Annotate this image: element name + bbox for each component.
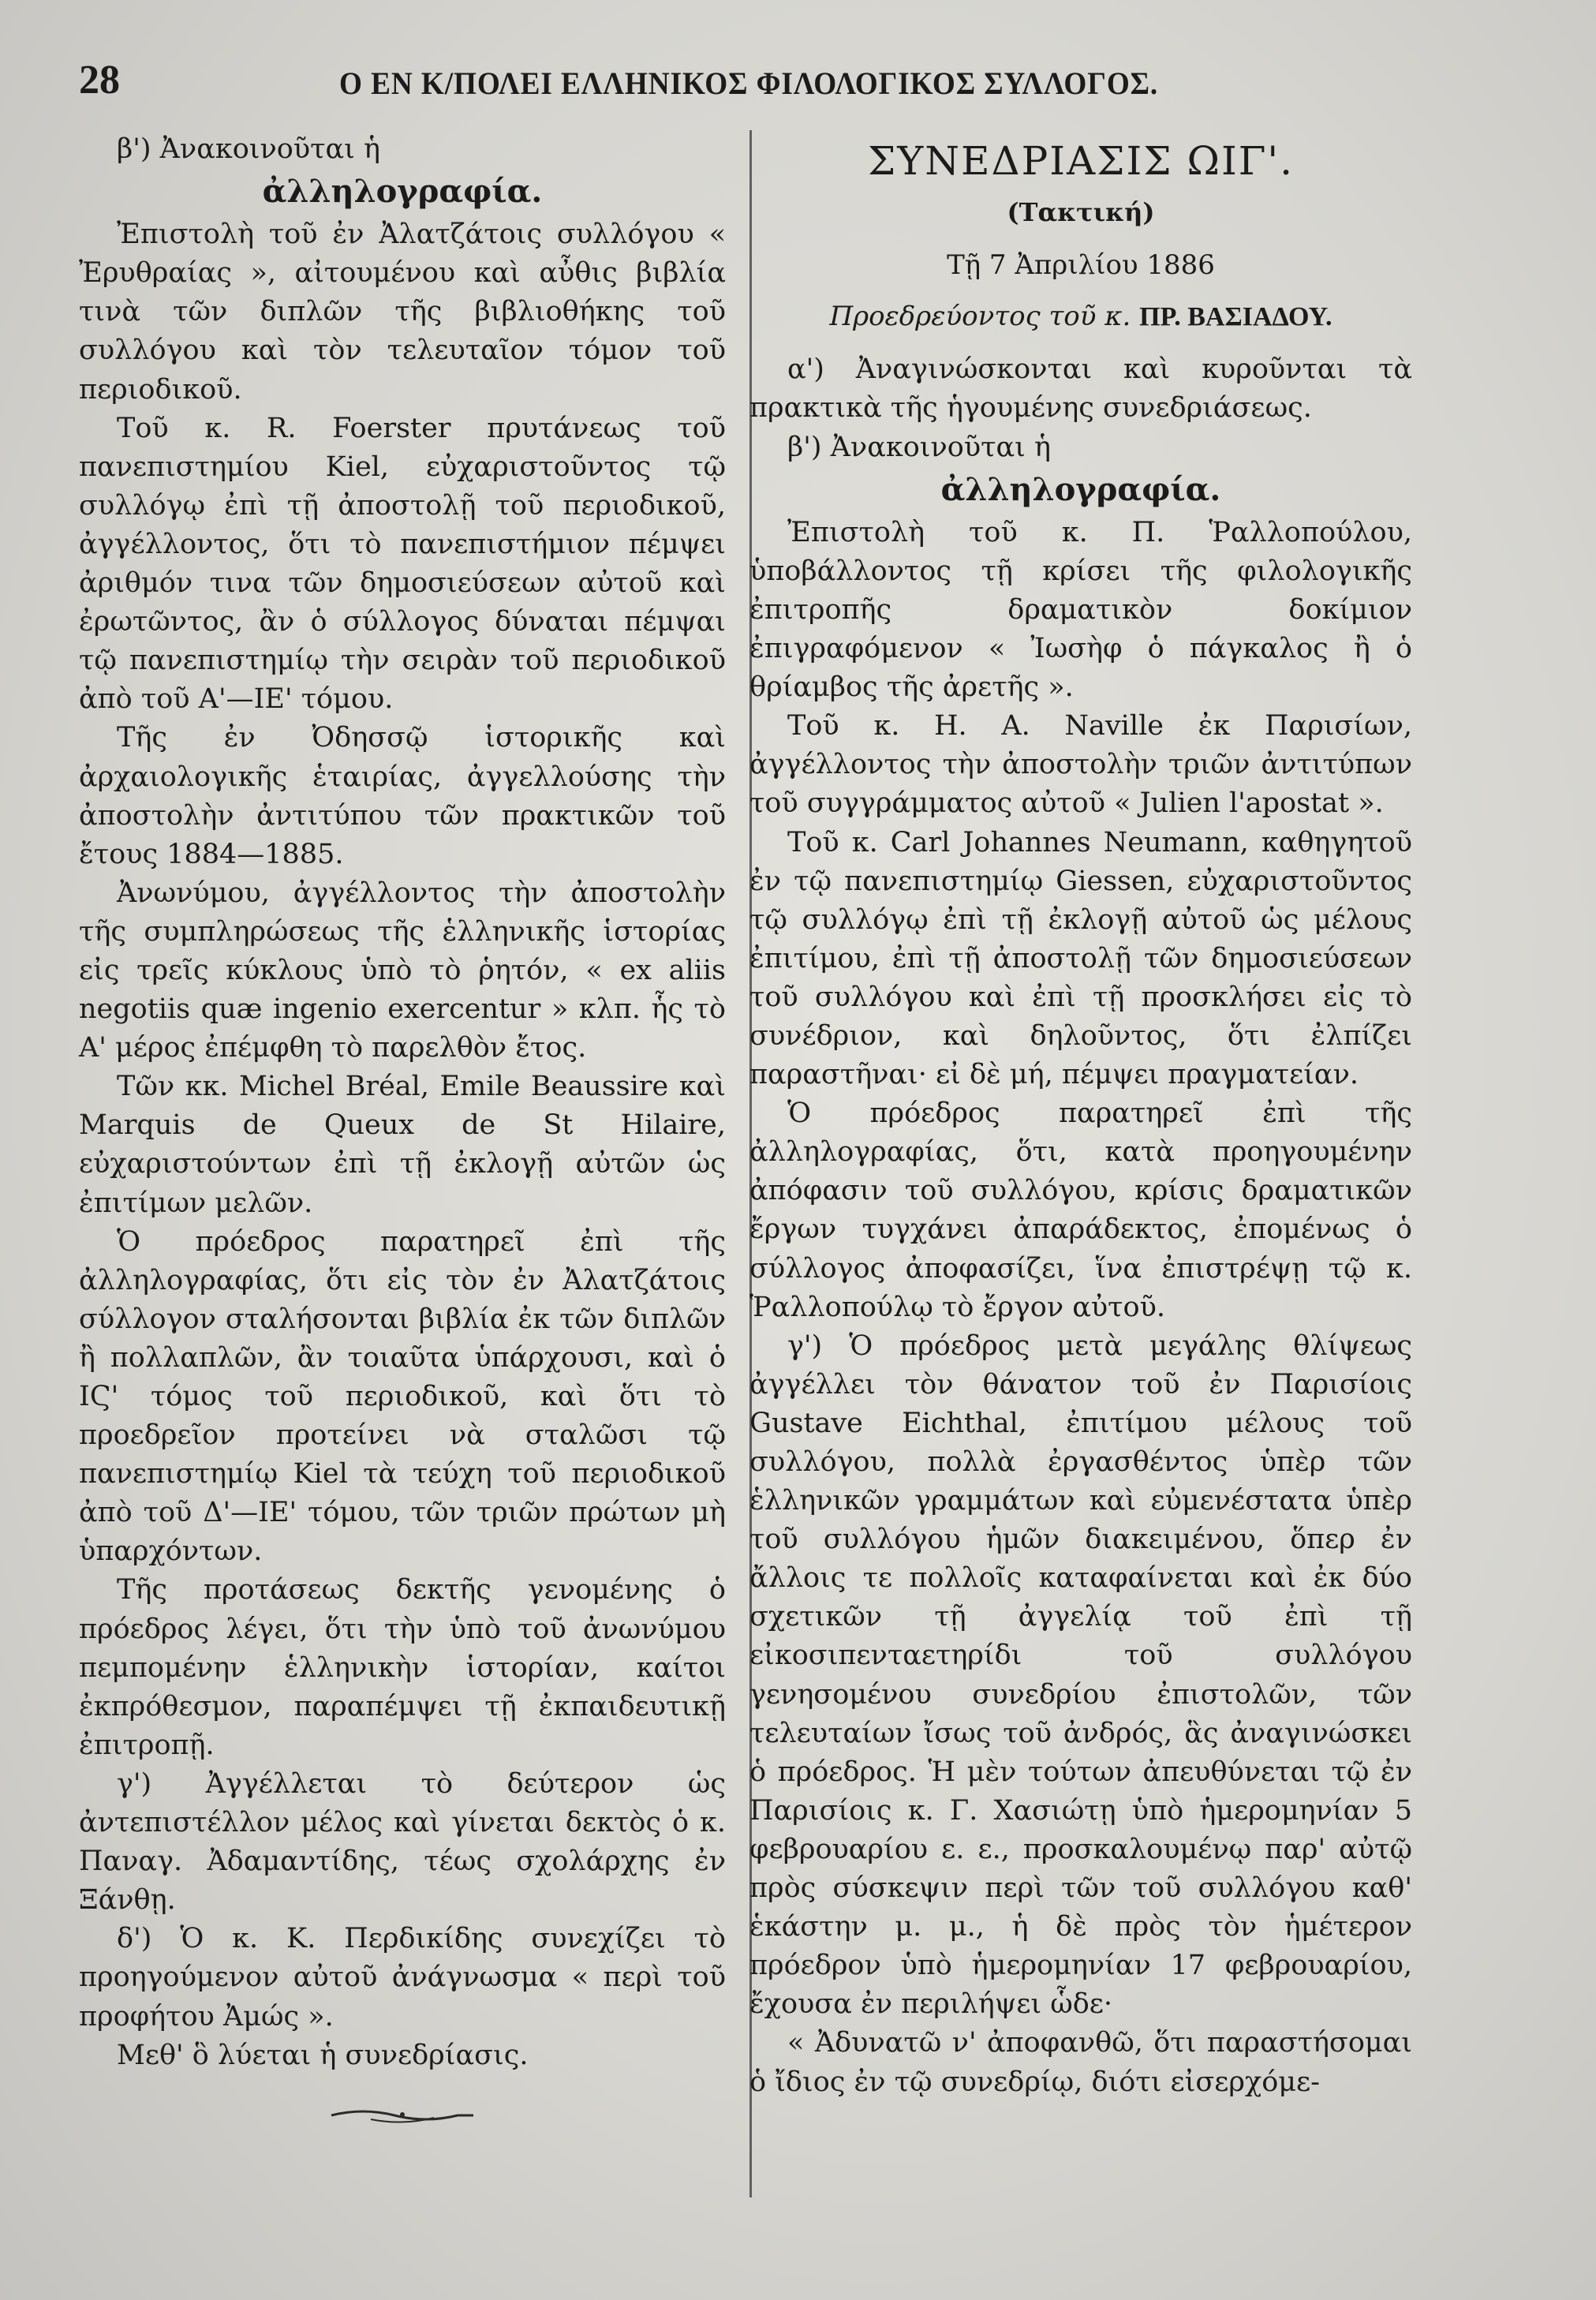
right-paragraph: Τοῦ κ. Carl Johannes Neumann, καθηγητοῦ ἐν τῷ πανεπιστημίῳ Giessen, εὐχαριστοῦντος τῷ συλλόγῳ ἐπὶ τῇ ἐκλογῇ αὐτοῦ ὡς μέλους ἐπιτίμου, ἐπὶ τῇ ἀποστολῇ τῶν δημοσιεύσεων τοῦ συλλόγου καὶ ἐπὶ τῇ προσκλήσει εἰς τὸ συνέδριον, καὶ δηλοῦντος, ὅτι ἐλπίζει παραστῆναι· εἰ δὲ μή, πέμψει πραγματείαν. <box>749 826 1412 1091</box>
right-item-b: β') Ἀνακοινοῦται ἡ <box>787 431 1051 463</box>
right-paragraph: Ὁ πρόεδρος παρατηρεῖ ἐπὶ τῆς ἀλληλογραφίας, ὅτι, κατὰ προηγουμένην ἀπόφασιν τοῦ συλλόγου, κρίσις δραματικῶν ἔργων τυγχάνει ἀπαράδεκτος, ἐπομένως ὁ σύλλογος ἀποφασίζει, ἵνα ἐπιστρέψῃ τῷ κ. Ῥαλλοπούλῳ τὸ ἔργον αὐτοῦ. <box>749 1098 1412 1323</box>
left-heading: ἀλληλογραφία. <box>262 173 543 211</box>
session-title: ΣΥΝΕΔΡΙΑΣΙΣ ΩΙΓ'. <box>867 138 1295 184</box>
presiding-name: ΠΡ. ΒΑΣΙΑΔΟΥ. <box>1139 302 1332 332</box>
right-paragraph: Ἐπιστολὴ τοῦ κ. Π. Ῥαλλοπούλου, ὑποβάλλοντος τῇ κρίσει τῆς φιλολογικῆς ἐπιτροπῆς δραματικὸν δοκίμιον ἐπιγραφόμενον « Ἰωσὴφ ὁ πάγκαλος ἢ ὁ θρίαμβος τῆς ἀρετῆς ». <box>749 516 1412 704</box>
session-date: Τῇ 7 Ἀπριλίου 1886 <box>947 249 1215 282</box>
left-intro: β') Ἀνακοινοῦται ἡ <box>117 133 380 165</box>
presiding-prefix: Προεδρεύοντος τοῦ κ. <box>829 301 1131 333</box>
right-item-a: α') Ἀναγινώσκονται καὶ κυροῦνται τὰ πρακτικὰ τῆς ἡγουμένης συνεδριάσεως. <box>749 353 1412 424</box>
left-paragraph: δ') Ὁ κ. Κ. Περδικίδης συνεχίζει τὸ προηγούμενον αὐτοῦ ἀνάγνωσμα « περὶ τοῦ προφήτου Ἀμώς ». <box>79 1923 726 2033</box>
left-paragraph: γ') Ἀγγέλλεται τὸ δεύτερον ὡς ἀντεπιστέλλον μέλος καὶ γίνεται δεκτὸς ὁ κ. Παναγ. Ἀδαμαντίδης, τέως σχολάρχης ἐν Ξάνθῃ. <box>79 1767 726 1917</box>
presiding-line <box>749 297 1412 336</box>
left-paragraph: Τῶν κκ. Michel Bréal, Emile Beaussire καὶ Marquis de Queux de St Hilaire, εὐχαριστούντων ἐπὶ τῇ ἐκλογῇ αὐτῶν ὡς ἐπιτίμων μελῶν. <box>79 1071 726 1219</box>
right-paragraph: Τοῦ κ. H. A. Naville ἐκ Παρισίων, ἀγγέλλοντος τὴν ἀποστολὴν τριῶν ἀντιτύπων τοῦ συγγράμματος αὐτοῦ « Julien l'apostat ». <box>749 710 1412 820</box>
left-column <box>79 130 726 2127</box>
left-paragraph: Ὁ πρόεδρος παρατηρεῖ ἐπὶ τῆς ἀλληλογραφίας, ὅτι εἰς τὸν ἐν Ἀλατζάτοις σύλλογον σταλήσονται βιβλία ἐκ τῶν διπλῶν ἢ πολλαπλῶν, ἂν τοιαῦτα ὑπάρχουσι, καὶ ὁ ΙϚ' τόμος τοῦ περιοδικοῦ, καὶ ὅτι τὸ προεδρεῖον προτείνει νὰ σταλῶσι τῷ πανεπιστημίῳ Kiel τὰ τεύχη τοῦ περιοδικοῦ ἀπὸ τοῦ Δ'—ΙΕ' τόμου, τῶν τριῶν πρώτων μὴ ὑπαρχόντων. <box>79 1225 726 1568</box>
session-type: (Τακτική) <box>1007 197 1155 228</box>
left-paragraph: Ἐπιστολὴ τοῦ ἐν Ἀλατζάτοις συλλόγου « Ἐρυθραίας », αἰτουμένου καὶ αὖθις βιβλία τινὰ τῶν διπλῶν τῆς βιβλιοθήκης τοῦ συλλόγου καὶ τὸν τελευταῖον τόμον τοῦ περιοδικοῦ. <box>79 219 726 406</box>
page-number: 28 <box>79 58 120 103</box>
page-header <box>79 57 1381 112</box>
right-paragraph: γ') Ὁ πρόεδρος μετὰ μεγάλης θλίψεως ἀγγέλλει τὸν θάνατον τοῦ ἐν Παρισίοις Gustave Eichthal, ἐπιτίμου μέλους τοῦ συλλόγου, πολλὰ ἐργασθέντος ὑπὲρ τῶν ἑλληνικῶν γραμμάτων καὶ εὐμενέστατα ὑπὲρ τοῦ συλλόγου ἡμῶν διακειμένου, ὅπερ ἐν ἄλλοις τε πολλοῖς καταφαίνεται καὶ ἐκ δύο σχετικῶν τῇ ἀγγελίᾳ τοῦ ἐπὶ τῇ εἰκοσιπενταετηρίδι τοῦ συλλόγου γενησομένου συνεδρίου ἐπιστολῶν, τῶν τελευταίων ἴσως τοῦ ἀνδρός, ἃς ἀναγινώσκει ὁ πρόεδρος. Ἡ μὲν τούτων ἀπευθύνεται τῷ ἐν Παρισίοις κ. Γ. Χασιώτῃ ὑπὸ ἡμερομηνίαν 5 φεβρουαρίου ε. ε., προσκαλουμένῳ παρ' αὐτῷ πρὸς σύσκεψιν περὶ τῶν τοῦ συλλόγου καθ' ἑκάστην μ. μ., ἡ δὲ πρὸς τὸν ἡμέτερον πρόεδρον ὑπὸ ἡμερομηνίαν 17 φεβρουαρίου, ἔχουσα ἐν περιλήψει ὧδε· <box>749 1330 1412 2021</box>
right-column <box>749 134 1412 2102</box>
right-paragraph: « Ἀδυνατῶ ν' ἀποφανθῶ, ὅτι παραστήσομαι ὁ ἴδιος ἐν τῷ συνεδρίῳ, διότι εἰσερχόμε- <box>749 2027 1412 2098</box>
left-paragraph: Τῆς προτάσεως δεκτῆς γενομένης ὁ πρόεδρος λέγει, ὅτι τὴν ὑπὸ τοῦ ἀνωνύμου πεμπομένην ἑλληνικὴν ἱστορίαν, καίτοι ἐκπρόθεσμον, παραπέμψει τῇ ἐκπαιδευτικῇ ἐπιτροπῇ. <box>79 1574 726 1761</box>
left-paragraph: Τῆς ἐν Ὀδησσῷ ἱστορικῆς καὶ ἀρχαιολογικῆς ἑταιρίας, ἀγγελλούσης τὴν ἀποστολὴν ἀντιτύπου τῶν πρακτικῶν τοῦ ἔτους 1884—1885. <box>79 722 726 870</box>
closing-ornament <box>323 2104 481 2127</box>
running-head: Ο ΕΝ Κ/ΠΟΛΕΙ ΕΛΛΗΝΙΚΟΣ ΦΙΛΟΛΟΓΙΚΟΣ ΣΥΛΛΟΓΟΣ. <box>339 65 1159 101</box>
right-heading: ἀλληλογραφία. <box>940 470 1221 508</box>
left-paragraph: Τοῦ κ. R. Foerster πρυτάνεως τοῦ πανεπιστημίου Kiel, εὐχαριστοῦντος τῷ συλλόγῳ ἐπὶ τῇ ἀποστολῇ τοῦ περιοδικοῦ, ἀγγέλλοντος, ὅτι τὸ πανεπιστήμιον πέμψει ἀριθμόν τινα τῶν δημοσιεύσεων αὐτοῦ καὶ ἐρωτῶντος, ἂν ὁ σύλλογος δύναται πέμψαι τῷ πανεπιστημίῳ τὴν σειρὰν τοῦ περιοδικοῦ ἀπὸ τοῦ Α'—ΙΕ' τόμου. <box>79 412 726 716</box>
left-paragraph: Ἀνωνύμου, ἀγγέλλοντος τὴν ἀποστολὴν τῆς συμπληρώσεως τῆς ἑλληνικῆς ἱστορίας εἰς τρεῖς κύκλους ὑπὸ τὸ ῥητόν, « ex aliis negotiis quæ ingenio exercentur » κλπ. ἧς τὸ Α' μέρος ἐπέμφθη τὸ παρελθὸν ἔτος. <box>79 877 726 1064</box>
left-paragraph: Μεθ' ὃ λύεται ἡ συνεδρίασις. <box>117 2039 529 2071</box>
